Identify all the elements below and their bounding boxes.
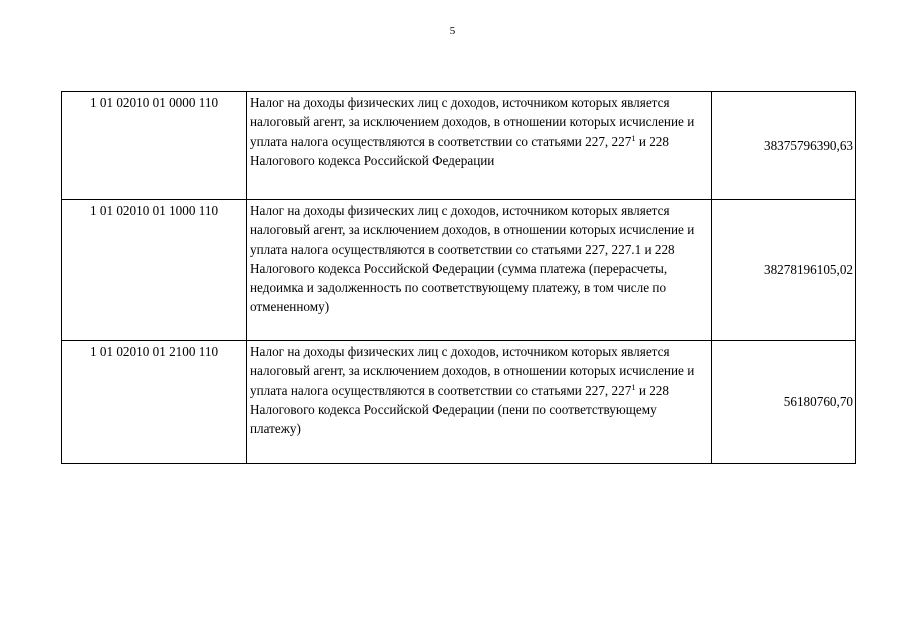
budget-classification-code-cell <box>62 92 247 200</box>
income-description-text-continued: и 228 Налогового кодекса Российской Федерации <box>250 133 669 168</box>
income-description-text: Налог на доходы физических лиц с доходов, источником которых является налоговый агент, за исключением доходов, в отношении которых исчисление и уплата налога осуществляются в соответствии со статьями 227, 227 <box>250 95 695 149</box>
superscript-index: 1 <box>631 132 636 143</box>
budget-income-table <box>61 91 856 464</box>
amount-cell <box>712 200 856 341</box>
budget-classification-code: 1 01 02010 01 0000 110 <box>89 95 219 110</box>
budget-classification-code: 1 01 02010 01 2100 110 <box>89 344 219 359</box>
amount-value: 56180760,70 <box>783 394 853 410</box>
amount-value: 38278196105,02 <box>763 262 853 278</box>
table-row <box>62 341 856 464</box>
amount-cell <box>712 92 856 200</box>
table-row <box>62 200 856 341</box>
income-description-text: Налог на доходы физических лиц с доходов, источником которых является налоговый агент, за исключением доходов, в отношении которых исчисление и уплата налога осуществляются в соответствии со статьями 227, 227 <box>250 344 695 398</box>
budget-classification-code-cell <box>62 341 247 464</box>
table-row <box>62 92 856 200</box>
income-description-cell <box>247 200 712 341</box>
income-description-text-continued: и 228 Налогового кодекса Российской Федерации (пени по соответствующему платежу) <box>250 382 669 437</box>
page-number: 5 <box>449 25 456 37</box>
budget-classification-code: 1 01 02010 01 1000 110 <box>89 203 219 218</box>
budget-classification-code-cell <box>62 200 247 341</box>
amount-cell <box>712 341 856 464</box>
income-description-cell <box>247 92 712 200</box>
superscript-index: 1 <box>631 381 636 392</box>
income-description-cell <box>247 341 712 464</box>
amount-value: 38375796390,63 <box>763 137 853 153</box>
income-description-text: Налог на доходы физических лиц с доходов, источником которых является налоговый агент, за исключением доходов, в отношении которых исчисление и уплата налога осуществляются в соответствии со статьями 227, 227.1 и 228 Налогового кодекса Российской Федерации (сумма платежа (перерасчеты, недоимка и задолженность по соответствующему платежу, в том числе по отмененному) <box>250 203 695 315</box>
